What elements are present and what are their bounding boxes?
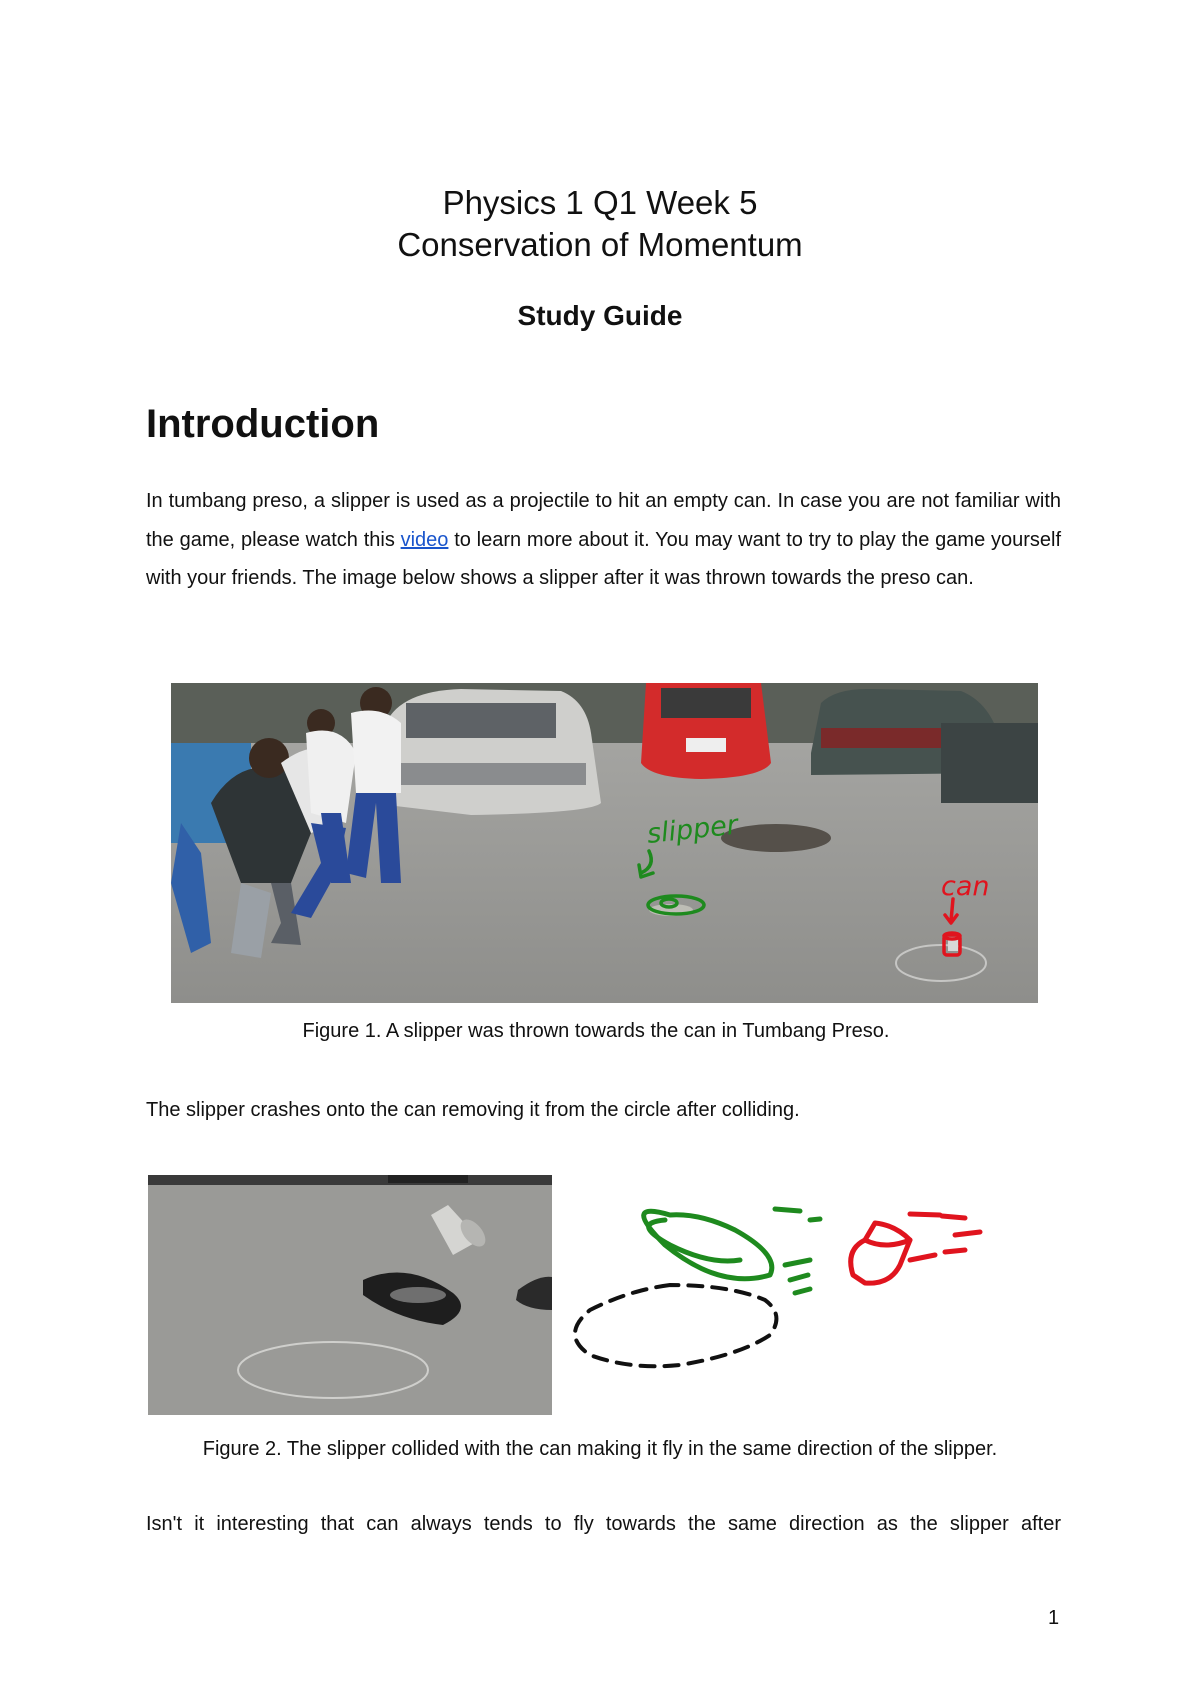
intro-paragraph <box>146 482 1061 598</box>
document-title-line2: Conservation of Momentum <box>397 226 803 263</box>
intro-text-part1: In tumbang preso, a slipper is used as a projectile to hit an empty can. In case you are not familiar with the game, please watch this <box>146 490 1061 551</box>
page-number: 1 <box>1048 1607 1060 1629</box>
figure2-photo <box>148 1175 552 1415</box>
document-title-line1: Physics 1 Q1 Week 5 <box>442 184 758 221</box>
figure1-annotation-can: can <box>941 871 990 902</box>
section-heading-introduction: Introduction <box>146 402 380 446</box>
intro-text-part2: to learn more about it. You may want to try to play the game yourself with your friends. The image below shows a slipper after it was thrown towards the preso can. <box>146 528 1062 589</box>
document-subtitle: Study Guide <box>517 300 683 331</box>
collision-paragraph: The slipper crashes onto the can removing it from the circle after colliding. <box>146 1099 800 1121</box>
figure1-annotation-slipper: slipper <box>645 809 740 850</box>
question-paragraph: Isn't it interesting that can always tends to fly towards the same direction as the slipper after <box>146 1513 1061 1535</box>
video-link[interactable]: video <box>400 528 449 551</box>
figure1-caption: Figure 1. A slipper was thrown towards the can in Tumbang Preso. <box>302 1020 890 1042</box>
figure2-sketch <box>570 1205 1040 1395</box>
figure1-image <box>171 683 1038 1003</box>
figure2-caption: Figure 2. The slipper collided with the can making it fly in the same direction of the slipper. <box>202 1438 998 1460</box>
